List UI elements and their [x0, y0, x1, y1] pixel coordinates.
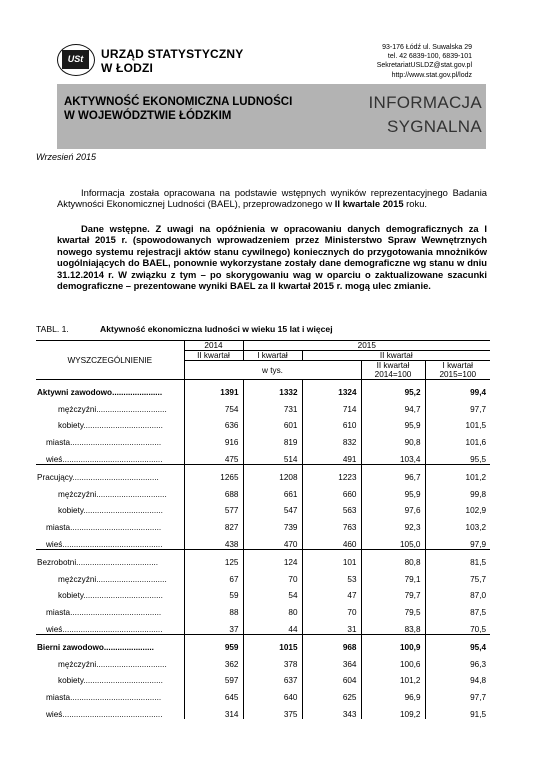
cell-value: 79,7 — [361, 584, 425, 601]
cell-value: 103,2 — [465, 523, 487, 533]
cell-value: 96,9 — [361, 685, 425, 702]
row-label — [36, 549, 184, 566]
table-header-row-1 — [36, 341, 490, 351]
cell-value: 637 — [243, 669, 302, 686]
row-leader-dots: ............................................ — [62, 709, 163, 719]
row-label-text: Aktywni zawodowo — [37, 387, 113, 397]
cell-value: 688 — [184, 482, 243, 499]
cell-value: 1265 — [184, 464, 243, 481]
header-q2-2015: II kwartał — [302, 351, 490, 361]
cell-value: 101,2 — [465, 472, 487, 482]
row-leader-dots: ................................... — [83, 421, 163, 431]
cell-value: 101,5 — [465, 421, 487, 431]
cell-value: 968 — [302, 634, 361, 651]
cell-value: 54 — [243, 584, 302, 601]
table-row — [36, 652, 490, 669]
table-row — [36, 499, 490, 516]
cell-value: 1208 — [243, 464, 302, 481]
row-label-text: wieś — [46, 709, 63, 719]
cell-value: 99,8 — [470, 489, 487, 499]
row-label — [36, 702, 184, 719]
cell-value: 636 — [184, 414, 243, 431]
table-row — [36, 397, 490, 414]
contact-address: 93-176 Łódź ul. Suwalska 29 — [382, 44, 472, 51]
header-q2-2014: II kwartał — [184, 351, 243, 361]
cell-value: 94,8 — [470, 676, 487, 686]
cell-value: 87,5 — [470, 608, 487, 618]
table-row — [36, 414, 490, 431]
cell-value: 95,9 — [361, 482, 425, 499]
table-number: TABL. 1. — [36, 324, 69, 334]
cell-value: 47 — [302, 584, 361, 601]
cell-value: 75,7 — [470, 574, 487, 584]
cell-value: 37 — [184, 617, 243, 634]
row-label — [36, 532, 184, 549]
header-index-2014 — [361, 361, 425, 380]
row-label-text: wieś — [46, 539, 63, 549]
cell-value: 109,2 — [361, 702, 425, 719]
contact-website[interactable]: http://www.stat.gov.pl/lodz — [391, 71, 472, 79]
cell-value: 70 — [243, 567, 302, 584]
cell-value: 100,6 — [361, 652, 425, 669]
row-label — [36, 515, 184, 532]
header-index-2015 — [425, 361, 490, 380]
row-leader-dots: ................................... — [83, 591, 163, 601]
cell-value: 95,2 — [361, 380, 425, 397]
preliminary-data-note: Dane wstępne. Z uwagi na opóźnienia w opracowaniu danych demograficznych za I kwartał 2015 r. (spowodowanych wprowadzeniem przez Ministerstwo Spraw Wewnętrznych nowego systemu rejestracji aktów stanu cywilnego) koniecznych do przygotowania mnożników uogólniających do BAEL, ponownie wykorzystane zostały dane demograficzne wg stanu w dniu 31.12.2014 r. W związku z tym – po skorygowaniu wag w oparciu o zaktualizowane szacunki demograficzne – prezentowane wyniki BAEL za II kwartał 2015 r. mogą ulec zmianie. — [57, 223, 487, 292]
contact-phone: tel. 42 6839-100, 6839-101 — [387, 53, 472, 61]
row-label — [36, 600, 184, 617]
row-label — [36, 634, 184, 651]
table-row — [36, 430, 490, 447]
cell-value: 97,7 — [470, 693, 487, 703]
cell-value: 514 — [243, 447, 302, 464]
row-label-text: kobiety — [58, 591, 84, 601]
table-row — [36, 702, 490, 719]
row-label — [36, 584, 184, 601]
org-line-1: URZĄD STATYSTYCZNY — [101, 47, 244, 61]
cell-value: 125 — [184, 549, 243, 566]
table-row — [36, 617, 490, 634]
cell-value: 314 — [184, 702, 243, 719]
cell-value: 491 — [302, 447, 361, 464]
cell-value: 343 — [302, 702, 361, 719]
row-label — [36, 397, 184, 414]
row-label-text: mężczyźni — [58, 489, 97, 499]
row-label-text: kobiety — [58, 421, 84, 431]
cell-value: 362 — [184, 652, 243, 669]
row-label-text: mężczyźni — [58, 574, 97, 584]
row-label — [36, 669, 184, 686]
cell-value: 91,5 — [470, 709, 487, 719]
cell-value: 827 — [184, 515, 243, 532]
row-label — [36, 499, 184, 516]
row-label-text: wieś — [46, 624, 63, 634]
row-label-text: miasta — [46, 693, 71, 703]
cell-value: 640 — [243, 685, 302, 702]
row-label — [36, 652, 184, 669]
cell-value: 67 — [184, 567, 243, 584]
cell-value: 819 — [243, 430, 302, 447]
row-label-text: miasta — [46, 523, 71, 533]
header-q1-2015: I kwartał — [243, 351, 302, 361]
cell-value: 1332 — [243, 380, 302, 397]
cell-value: 97,6 — [361, 499, 425, 516]
table-caption — [36, 324, 333, 334]
cell-value: 660 — [302, 482, 361, 499]
row-leader-dots: ........................................ — [70, 523, 162, 533]
cell-value: 959 — [184, 634, 243, 651]
row-label-text: miasta — [46, 438, 71, 448]
cell-value: 103,4 — [361, 447, 425, 464]
intro-paragraph — [57, 187, 487, 210]
cell-value: 80 — [243, 600, 302, 617]
row-leader-dots: ........................................ — [70, 608, 162, 618]
cell-value: 604 — [302, 669, 361, 686]
title-banner — [57, 84, 486, 149]
cell-value: 547 — [243, 499, 302, 516]
cell-value: 53 — [302, 567, 361, 584]
row-leader-dots: ............................................ — [62, 539, 163, 549]
cell-value: 763 — [302, 515, 361, 532]
publication-date: Wrzesień 2015 — [36, 152, 97, 162]
cell-value: 94,7 — [361, 397, 425, 414]
cell-value: 577 — [184, 499, 243, 516]
document-title-line-1: AKTYWNOŚĆ EKONOMICZNA LUDNOŚCI — [64, 96, 293, 108]
cell-value: 1015 — [243, 634, 302, 651]
logo-mark: USt — [62, 50, 89, 69]
cell-value: 87,0 — [470, 591, 487, 601]
cell-value: 645 — [184, 685, 243, 702]
row-leader-dots: ............................... — [96, 574, 167, 584]
cell-value: 81,5 — [470, 557, 487, 567]
cell-value: 754 — [184, 397, 243, 414]
table-row — [36, 532, 490, 549]
row-leader-dots: ................................... — [83, 506, 163, 516]
cell-value: 460 — [302, 532, 361, 549]
cell-value: 470 — [243, 532, 302, 549]
intro-text-c: roku. — [403, 198, 428, 210]
table-row — [36, 549, 490, 566]
row-label-text: kobiety — [58, 676, 84, 686]
cell-value: 105,0 — [361, 532, 425, 549]
cell-value: 90,8 — [361, 430, 425, 447]
row-leader-dots: ............................... — [96, 489, 167, 499]
cell-value: 102,9 — [465, 506, 487, 516]
cell-value: 101,2 — [361, 669, 425, 686]
cell-value: 714 — [302, 397, 361, 414]
cell-value: 97,7 — [470, 404, 487, 414]
contact-block — [377, 43, 472, 80]
cell-value: 916 — [184, 430, 243, 447]
row-label-text: mężczyźni — [58, 404, 97, 414]
cell-value: 44 — [243, 617, 302, 634]
row-leader-dots: ................................... — [83, 676, 163, 686]
cell-value: 1324 — [302, 380, 361, 397]
cell-value: 124 — [243, 549, 302, 566]
cell-value: 95,5 — [425, 447, 490, 464]
row-leader-dots: .................................... — [76, 557, 159, 567]
cell-value: 92,3 — [361, 515, 425, 532]
intro-text-bold: II kwartale 2015 — [334, 198, 404, 210]
cell-value: 31 — [302, 617, 361, 634]
row-leader-dots: ............................................ — [62, 454, 163, 464]
row-label-text: Pracujący — [37, 472, 73, 482]
row-label — [36, 567, 184, 584]
cell-value: 601 — [243, 414, 302, 431]
cell-value: 661 — [243, 482, 302, 499]
cell-value: 97,9 — [425, 532, 490, 549]
series-label-line-2: SYGNALNA — [387, 117, 482, 136]
gus-logo — [57, 44, 95, 76]
org-line-2: W ŁODZI — [101, 61, 154, 75]
row-leader-dots: ............................... — [96, 404, 167, 414]
header-index-2015-line-1: I kwartał — [442, 361, 473, 370]
cell-value: 739 — [243, 515, 302, 532]
table-row — [36, 380, 490, 397]
cell-value: 375 — [243, 702, 302, 719]
header-index-2014-line-1: II kwartał — [376, 361, 410, 370]
cell-value: 101,6 — [465, 438, 487, 448]
header-year-2015: 2015 — [243, 341, 490, 351]
row-label — [36, 482, 184, 499]
stub-header: WYSZCZEGÓLNIENIE — [36, 341, 184, 380]
cell-value: 59 — [184, 584, 243, 601]
cell-value: 832 — [302, 430, 361, 447]
cell-value: 1223 — [302, 464, 361, 481]
row-label — [36, 380, 184, 397]
header-index-2015-line-2: 2015=100 — [439, 370, 477, 379]
row-label-text: wieś — [46, 454, 63, 464]
table-row — [36, 669, 490, 686]
intro-text-a: Informacja została opracowana na podstawie wstępnych wyników reprezentacyjnego Badania Aktywności Ekonomicznej Ludności (BAEL), przeprowadzonego w — [57, 187, 487, 210]
activity-table — [36, 340, 490, 719]
series-label-line-1: INFORMACJA — [368, 93, 482, 112]
row-label — [36, 617, 184, 634]
row-label — [36, 464, 184, 481]
cell-value: 610 — [302, 414, 361, 431]
row-leader-dots: ............................... — [96, 659, 167, 669]
cell-value: 563 — [302, 499, 361, 516]
cell-value: 80,8 — [361, 549, 425, 566]
cell-value: 438 — [184, 532, 243, 549]
header-index-2014-line-2: 2014=100 — [374, 370, 412, 379]
cell-value: 101 — [302, 549, 361, 566]
table-row — [36, 567, 490, 584]
row-label-text: mężczyźni — [58, 659, 97, 669]
cell-value: 70 — [302, 600, 361, 617]
row-label — [36, 430, 184, 447]
cell-value: 70,5 — [425, 617, 490, 634]
cell-value: 88 — [184, 600, 243, 617]
row-leader-dots: ............................................ — [62, 624, 163, 634]
row-label-text: kobiety — [58, 506, 84, 516]
table-row — [36, 685, 490, 702]
table-row — [36, 482, 490, 499]
row-label-text: miasta — [46, 608, 71, 618]
cell-value: 96,3 — [470, 659, 487, 669]
cell-value: 378 — [243, 652, 302, 669]
table-row — [36, 464, 490, 481]
row-leader-dots: ...................... — [112, 387, 163, 397]
table-row — [36, 600, 490, 617]
header-unit: w tys. — [184, 361, 361, 380]
cell-value: 625 — [302, 685, 361, 702]
cell-value: 597 — [184, 669, 243, 686]
cell-value: 83,8 — [361, 617, 425, 634]
table-row — [36, 584, 490, 601]
table-row — [36, 634, 490, 651]
cell-value: 100,9 — [361, 634, 425, 651]
row-label — [36, 414, 184, 431]
row-leader-dots: ...................... — [103, 642, 154, 652]
contact-email[interactable]: SekretariatUSLDZ@stat.gov.pl — [376, 62, 472, 70]
cell-value: 364 — [302, 652, 361, 669]
organization-name — [101, 48, 244, 75]
cell-value: 96,7 — [361, 464, 425, 481]
row-leader-dots: ........................................ — [70, 693, 162, 703]
table-title: Aktywność ekonomiczna ludności w wieku 15 lat i więcej — [100, 324, 333, 334]
row-leader-dots: ...................................... — [72, 472, 159, 482]
row-label — [36, 447, 184, 464]
cell-value: 731 — [243, 397, 302, 414]
cell-value: 99,4 — [470, 387, 487, 397]
cell-value: 95,4 — [470, 642, 487, 652]
row-label — [36, 685, 184, 702]
cell-value: 79,5 — [361, 600, 425, 617]
document-title-line-2: W WOJEWÓDZTWIE ŁÓDZKIM — [64, 110, 232, 122]
header-year-2014: 2014 — [184, 341, 243, 351]
row-leader-dots: ........................................ — [70, 438, 162, 448]
cell-value: 475 — [184, 447, 243, 464]
row-label-text: Bierni zawodowo — [37, 642, 104, 652]
row-label-text: Bezrobotni — [37, 557, 77, 567]
cell-value: 79,1 — [361, 567, 425, 584]
cell-value: 1391 — [184, 380, 243, 397]
table-row — [36, 515, 490, 532]
table-row — [36, 447, 490, 464]
cell-value: 95,9 — [361, 414, 425, 431]
